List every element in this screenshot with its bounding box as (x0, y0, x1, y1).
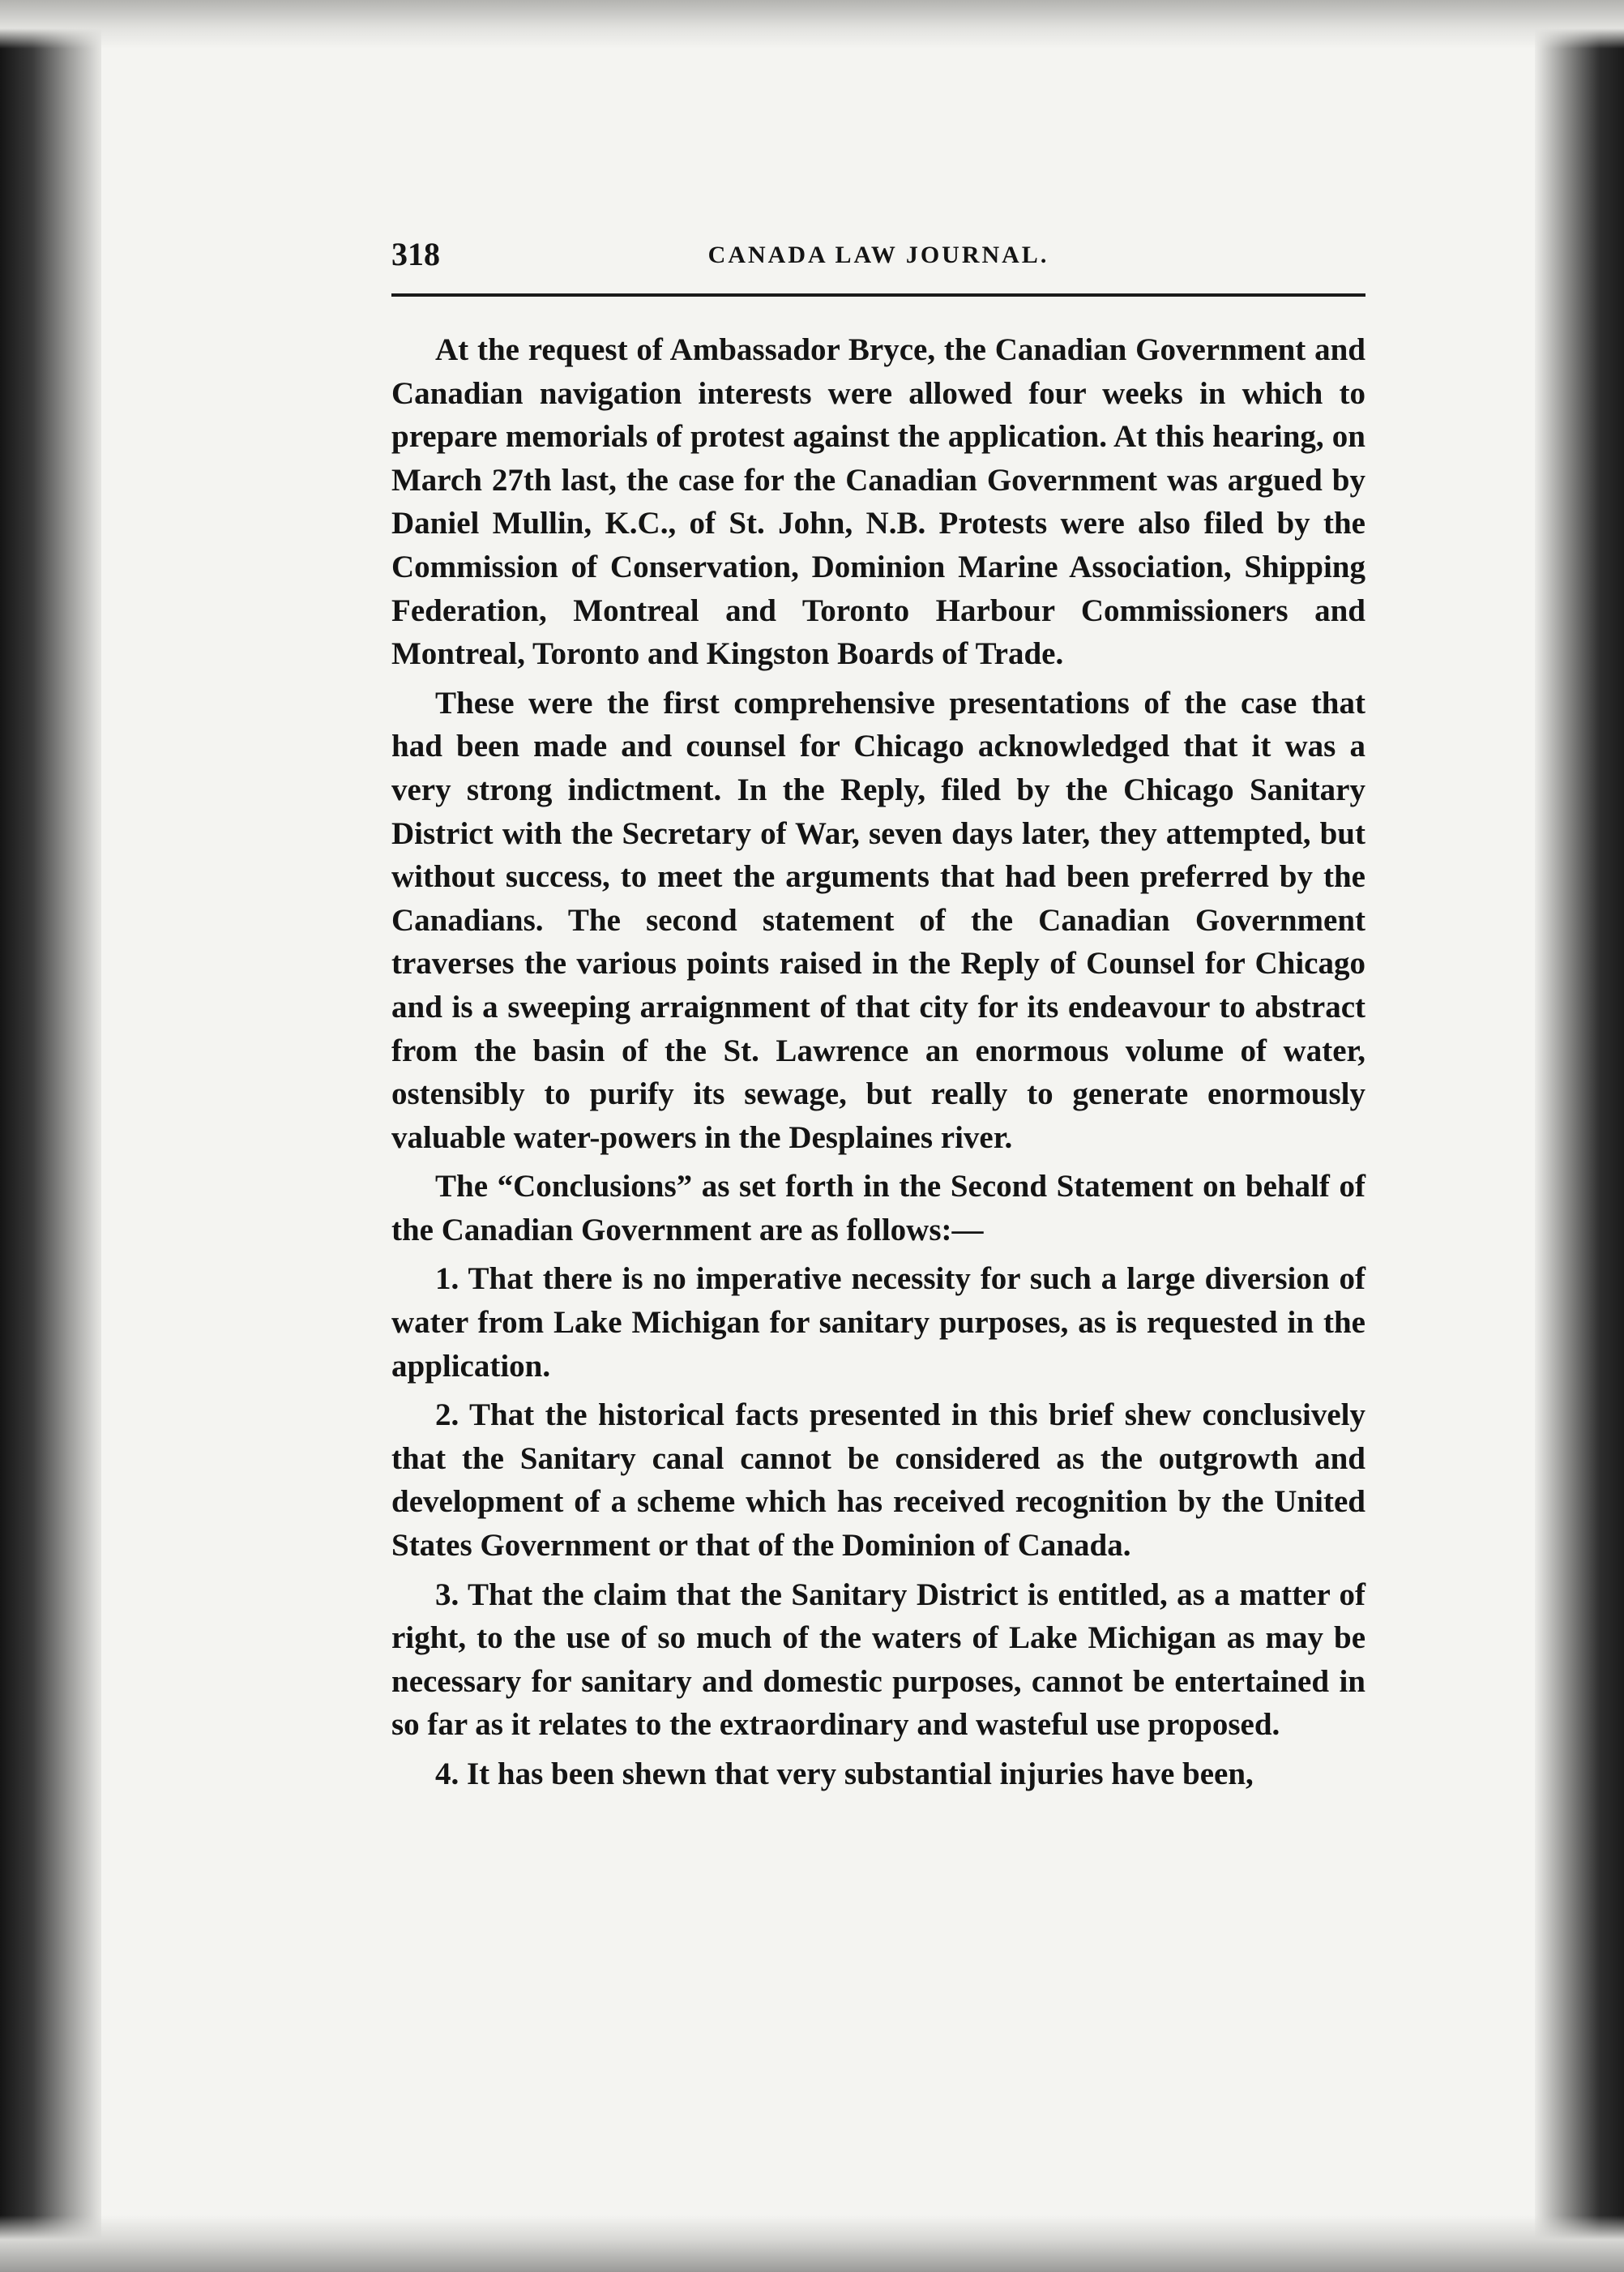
scan-edge-left (0, 0, 101, 2272)
page-header (391, 235, 1365, 284)
page-number: 318 (391, 236, 440, 272)
scan-edge-top (0, 0, 1624, 49)
conclusion-item: 2. That the historical facts presented in this brief shew conclusively that the Sanitary canal cannot be considered as the outgrowth and development of a scheme which has received recognition by the United States Government or that of the Dominion of Canada. (391, 1397, 1365, 1564)
paragraph: At the request of Ambassador Bryce, the Canadian Government and Canadian navigation interests were allowed four weeks in which to prepare memorials of protest against the application. At this hearing, on March 27th last, the case for the Canadian Government was argued by Daniel Mullin, K.C., of St. John, N.B. Protests were also filed by the Commission of Conservation, Dominion Marine Association, Shipping Federation, Montreal and Toronto Harbour Commissioners and Montreal, Toronto and Kingston Boards of Trade. (391, 332, 1365, 672)
conclusion-item: 3. That the claim that the Sanitary District is entitled, as a matter of right, to the use of so much of the waters of Lake Michigan as may be necessary for sanitary and domestic purposes, cannot be entertained in so far as it relates to the extraordinary and wasteful use proposed. (391, 1577, 1365, 1743)
body-text (391, 328, 1365, 1802)
header-rule (391, 293, 1365, 297)
running-head: CANADA LAW JOURNAL. (707, 242, 1049, 268)
conclusion-item: 1. That there is no imperative necessity for such a large diversion of water from Lake Michigan for sanitary purposes, as is requested in the application. (391, 1261, 1365, 1384)
scan-edge-right (1535, 0, 1624, 2272)
paragraph: These were the first comprehensive presentations of the case that had been made and counsel for Chicago acknowledged that it was a very strong indictment. In the Reply, filed by the Chicago Sanitary District with the Secretary of War, seven days later, they attempted, but without success, to meet the arguments that had been preferred by the Canadians. The second statement of the Canadian Government traverses the various points raised in the Reply of Counsel for Chicago and is a sweeping arraignment of that city for its endeavour to abstract from the basin of the St. Lawrence an enormous volume of water, ostensibly to purify its sewage, but really to generate enormously valuable water-powers in the Desplaines river. (391, 685, 1365, 1155)
conclusion-item: 4. It has been shewn that very substantial injuries have been, (435, 1756, 1254, 1791)
scan-edge-bottom (0, 2215, 1624, 2272)
paragraph: The “Conclusions” as set forth in the Second Statement on behalf of the Canadian Government are as follows:— (391, 1169, 1365, 1247)
